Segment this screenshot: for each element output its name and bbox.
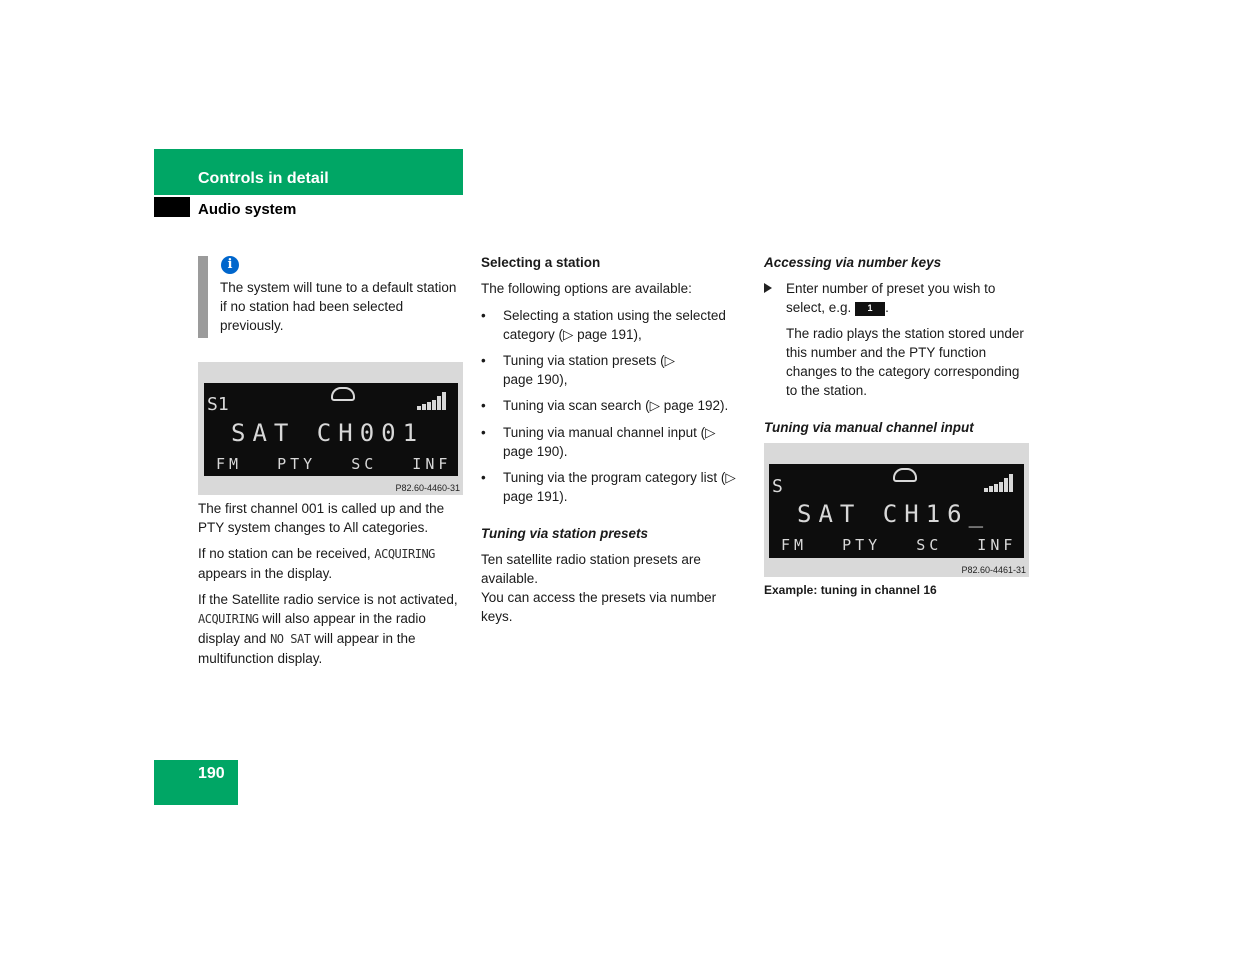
paragraph — [198, 544, 464, 583]
page-number-tab — [154, 760, 238, 805]
text: If no station can be received, — [198, 546, 371, 561]
signal-strength-icon — [417, 392, 447, 410]
heading: Accessing via number keys — [764, 255, 942, 270]
bullet-marker: • — [481, 353, 486, 368]
number-key-1: 1 — [855, 302, 885, 316]
lcd-line-3: FM PTY SC INF — [781, 536, 1017, 554]
text: will appear in the multifunction display. — [198, 631, 416, 666]
info-text: The system will tune to a default station if no station had been selected previously. — [220, 280, 457, 333]
paragraph: Ten satellite radio station presets are available. — [481, 552, 701, 586]
lcd-line-3: FM PTY SC INF — [216, 455, 452, 473]
lcd-screen — [204, 383, 458, 476]
paragraph: The following options are available: — [481, 281, 692, 296]
lcd-screen — [769, 464, 1024, 558]
list-item: Tuning via manual channel input (▷ page 190). — [503, 425, 716, 459]
display-code: NO SAT — [270, 632, 311, 646]
paragraph — [198, 590, 464, 668]
paragraph: You can access the presets via number keys. — [481, 590, 717, 624]
subsection-title: Audio system — [198, 201, 297, 218]
signal-strength-icon — [984, 474, 1014, 492]
lcd-line-2: SAT CH16_ — [797, 500, 991, 528]
list-item: Tuning via the program category list (▷ page 191). — [503, 470, 736, 504]
subsection-marker — [154, 197, 190, 217]
phone-icon — [893, 468, 917, 482]
step-instruction — [786, 279, 1026, 317]
figure-ref: P82.60-4460-31 — [395, 483, 460, 493]
info-bar — [198, 256, 208, 338]
heading: Tuning via station presets — [481, 526, 649, 541]
bullet-marker: • — [481, 398, 486, 413]
figure-ref: P82.60-4461-31 — [961, 565, 1026, 575]
text: appears in the display. — [198, 566, 333, 581]
text: . — [885, 300, 889, 315]
display-code: ACQUIRING — [198, 612, 259, 626]
bullet-marker: • — [481, 308, 486, 323]
section-title: Controls in detail — [198, 170, 329, 187]
text: Enter number of preset you wish to select, e.g. — [786, 281, 996, 315]
step-arrow-icon — [764, 283, 772, 293]
paragraph: The first channel 001 is called up and the PTY system changes to All categories. — [198, 501, 445, 535]
paragraph: The radio plays the station stored under this number and the PTY function changes to the category corresponding to the station. — [786, 326, 1024, 398]
heading: Tuning via manual channel input — [764, 420, 974, 435]
display-code: ACQUIRING — [374, 547, 435, 561]
radio-display-figure-2 — [764, 443, 1029, 577]
lcd-line-2: SAT CH001 — [231, 419, 425, 447]
bullet-marker: • — [481, 425, 486, 440]
bullet-marker: • — [481, 470, 486, 485]
text: will also appear in the radio display and — [198, 611, 426, 646]
figure-caption: Example: tuning in channel 16 — [764, 583, 937, 597]
list-item: Tuning via scan search (▷ page 192). — [503, 398, 729, 413]
list-item: Selecting a station using the selected category (▷ page 191), — [503, 308, 726, 342]
lcd-line-1: S1 — [207, 394, 229, 415]
list-item: Tuning via station presets (▷ page 190), — [503, 353, 675, 387]
phone-icon — [331, 387, 355, 401]
lcd-line-1: S — [772, 476, 783, 497]
page-number: 190 — [198, 765, 225, 782]
info-icon: i — [221, 256, 239, 274]
heading: Selecting a station — [481, 255, 601, 270]
text: If the Satellite radio service is not activated, — [198, 592, 458, 607]
radio-display-figure-1 — [198, 362, 463, 495]
